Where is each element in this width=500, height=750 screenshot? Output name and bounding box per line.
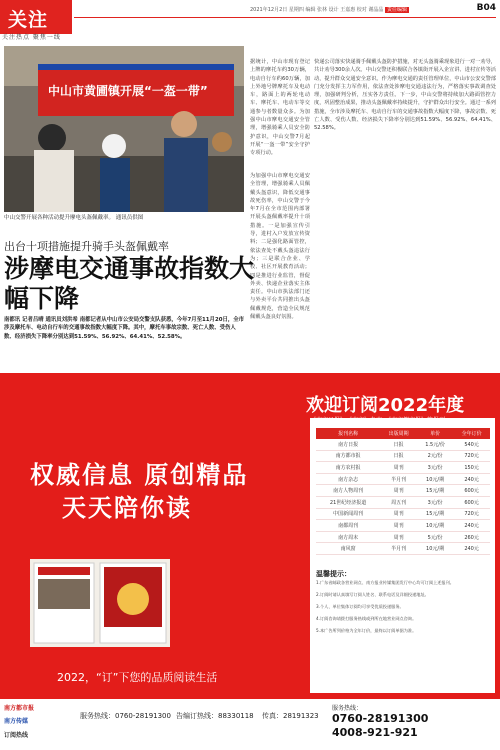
article-kicker: 出台十项措施提升骑手头盔佩戴率 [4,240,169,253]
logo-nandu: 南方都市报 [4,705,35,712]
price-cell: 10元/期 [417,520,453,532]
price-cell: 周刊 [380,485,417,497]
col-header-name: 报刊名称 [316,428,380,439]
price-cell: 周刊 [380,462,417,474]
price-row [316,531,490,543]
article-col1: 据统计，中山市现有登记上牌的摩托车约30万辆，电动自行车约60万辆，加上外地号牌摩托车及电动车，路面上的两轮电动车、摩托车、电动车等交通参与者数量众多。为加强中山市摩电交通安全管理，增强骑乘人员安全防护意识，中山交警7月起开展“一盔一带”安全守护专项行动。 [250,59,310,157]
news-photo [4,46,244,212]
ad-title-2: 天天陪你读 [62,494,192,522]
price-cell: 周刊 [380,520,417,532]
price-row [316,473,490,485]
note-5: 5.本广告所列价格为全年订价，最终以订阅单据为准。 [316,628,417,633]
price-cell: 3元/份 [417,496,453,508]
section-subtitle: 关注热点 聚焦一线 [2,34,61,41]
article-headline: 涉摩电交通事故指数大幅下降 [4,254,255,313]
note-3: 3.个人、单位集体订阅均可享受优质投递服务。 [316,604,404,609]
subscribe-title: 欢迎订阅2022年度 [306,395,465,416]
price-cell: 南方日报 [316,439,380,450]
price-cell: 南方都市报 [316,450,380,462]
price-row [316,496,490,508]
ad-title-1: 权威信息 原创精品 [30,461,249,489]
price-cell: 半月刊 [380,543,417,555]
price-cell: 600元 [453,496,490,508]
price-cell: 240元 [453,473,490,485]
price-row [316,520,490,532]
price-cell: 720元 [453,508,490,520]
price-cell: 540元 [453,439,490,450]
article-col3: 快递公司落实快递骑手佩戴头盔防护措施，对无头盔骑乘现象进行一对一劝导，共计劝导300余人次。中山交警还积极联合各镇街开展入企宣讲、进村宣传等活动，提升群众交通安全意识。作为摩电交通的责任管理单位，中山市公安交警部门充分发挥主力军作用，依法查处涉摩电交通违法行为，严格落实事故调查处理，加强研判分析，压实各方责任。下一步，中山交警将持续加大路面管控力度，巩固整治成果，推动头盔佩戴率持续提升，守护群众出行安全。通过一系列措施，全市涉及摩托车、电动自行车的交通事故指数大幅度下降，事故宗数、死亡人数、受伤人数、经济损失下降率分别达到51.59%、56.92%、64.41%、52.58%。 [314,59,496,132]
banner-text: 中山市黄圃镇开展“一盔一带” [48,84,208,98]
price-cell: 15元/期 [417,485,453,497]
article-lead: 南都讯 记者吕晴 通讯员刘洪希 南都记者从中山市公安局交警支队获悉，今年7月至11月20日，全市涉及摩托车、电动自行车的交通事故指数大幅度下降。其中，摩托车事故宗数、死亡人数、受伤人数、经济损失下降率分别达到51.59%、56.92%、64.41%、52.58%。 [4,317,245,340]
price-cell: 日报 [380,439,417,450]
price-row [316,439,490,450]
service-line: 服务热线：0760-28191300 [80,712,171,720]
price-cell: 南方农村报 [316,462,380,474]
price-cell: 600元 [453,485,490,497]
price-cell: 5元/份 [417,531,453,543]
price-cell: 10元/期 [417,473,453,485]
price-row [316,462,490,474]
price-cell: 15元/期 [417,508,453,520]
photo-caption: 中山交警开展各种活动提升摩电头盔佩戴率。 通讯员供图 [4,215,144,221]
hotline-label: 服务热线： [332,705,363,712]
price-cell: 南都周刊 [316,520,380,532]
page-number: B04 [476,3,496,13]
price-cell: 2元/份 [417,450,453,462]
price-row [316,485,490,497]
hotline-2: 4008-921-921 [332,726,418,739]
col-header-cycle: 出版周期 [380,428,417,439]
price-cell: 240元 [453,520,490,532]
hotline-1: 0760-28191300 [332,712,429,725]
price-cell: 南方周末 [316,531,380,543]
price-cell: 1.5元/份 [417,439,453,450]
price-cell: 南风窗 [316,543,380,555]
price-cell: 周五刊 [380,496,417,508]
subscription-ad [0,373,500,699]
price-cell: 10元/期 [417,543,453,555]
newspaper-collage [30,559,170,647]
price-cell: 半月刊 [380,473,417,485]
price-cell: 21世纪经济报道 [316,496,380,508]
price-row [316,450,490,462]
price-cell: 3元/份 [417,462,453,474]
col-header-annual: 全年订价 [453,428,490,439]
article-col2: 为加强中山市摩电交通安全管理，增强骑乘人员佩戴头盔意识，降低交通事故死伤率，中山交警于今年7月在全市范围内部署开展头盔佩戴率提升十项措施。一是加强宣传引导，进村入户发放宣传资料；二是强化路面管控，依法查处不戴头盔违法行为；三是联合企业、学校、社区开展教育活动；四是推进行业监管，督促外卖、快递企业落实主体责任。中山市执法部门还与外卖平台共同推出头盔佩戴规范，营造全民规范佩戴头盔良好氛围。 [250,173,310,321]
header-rule [74,17,496,18]
ad-slogan: 2022，“订”下您的品质阅读生活 [57,671,218,684]
price-cell: 中国新闻周刊 [316,508,380,520]
price-cell: 周刊 [380,531,417,543]
price-cell: 150元 [453,462,490,474]
price-row [316,543,490,555]
logo-nanfang-media: 南方传媒 [4,718,29,725]
price-cell: 南方杂志 [316,473,380,485]
price-cell: 周刊 [380,508,417,520]
price-cell: 日报 [380,450,417,462]
note-2: 2.订阅时请认真填写订阅人姓名、联系电话及详细投递地址。 [316,592,429,597]
section-tag: 关注 [0,0,72,34]
price-cell: 260元 [453,531,490,543]
ad-hotline: 告编订热线：88330118 [176,712,254,720]
col-header-unit: 单价 [417,428,453,439]
fax-line: 传真：28191323 [262,712,319,720]
price-row [316,508,490,520]
notes-title: 温馨提示： [316,570,351,578]
price-cell: 240元 [453,543,490,555]
issue-meta: 2021年12月2日 星期四 编辑 张林 设计 王嘉惠 校对 谢晶晶 责任编辑 [250,7,408,13]
note-1: 1.广东省邮政各营业网点、南方报业传媒集团发行中心均可订阅上述报刊。 [316,580,454,585]
page-header [0,0,500,40]
price-cell: 南方人物周刊 [316,485,380,497]
logo-subscribe: 订阅热线 [4,732,29,739]
price-cell: 720元 [453,450,490,462]
note-4: 4.订阅咨询请拨打服务热线或到所在地营业网点咨询。 [316,616,417,621]
price-table [316,428,490,555]
